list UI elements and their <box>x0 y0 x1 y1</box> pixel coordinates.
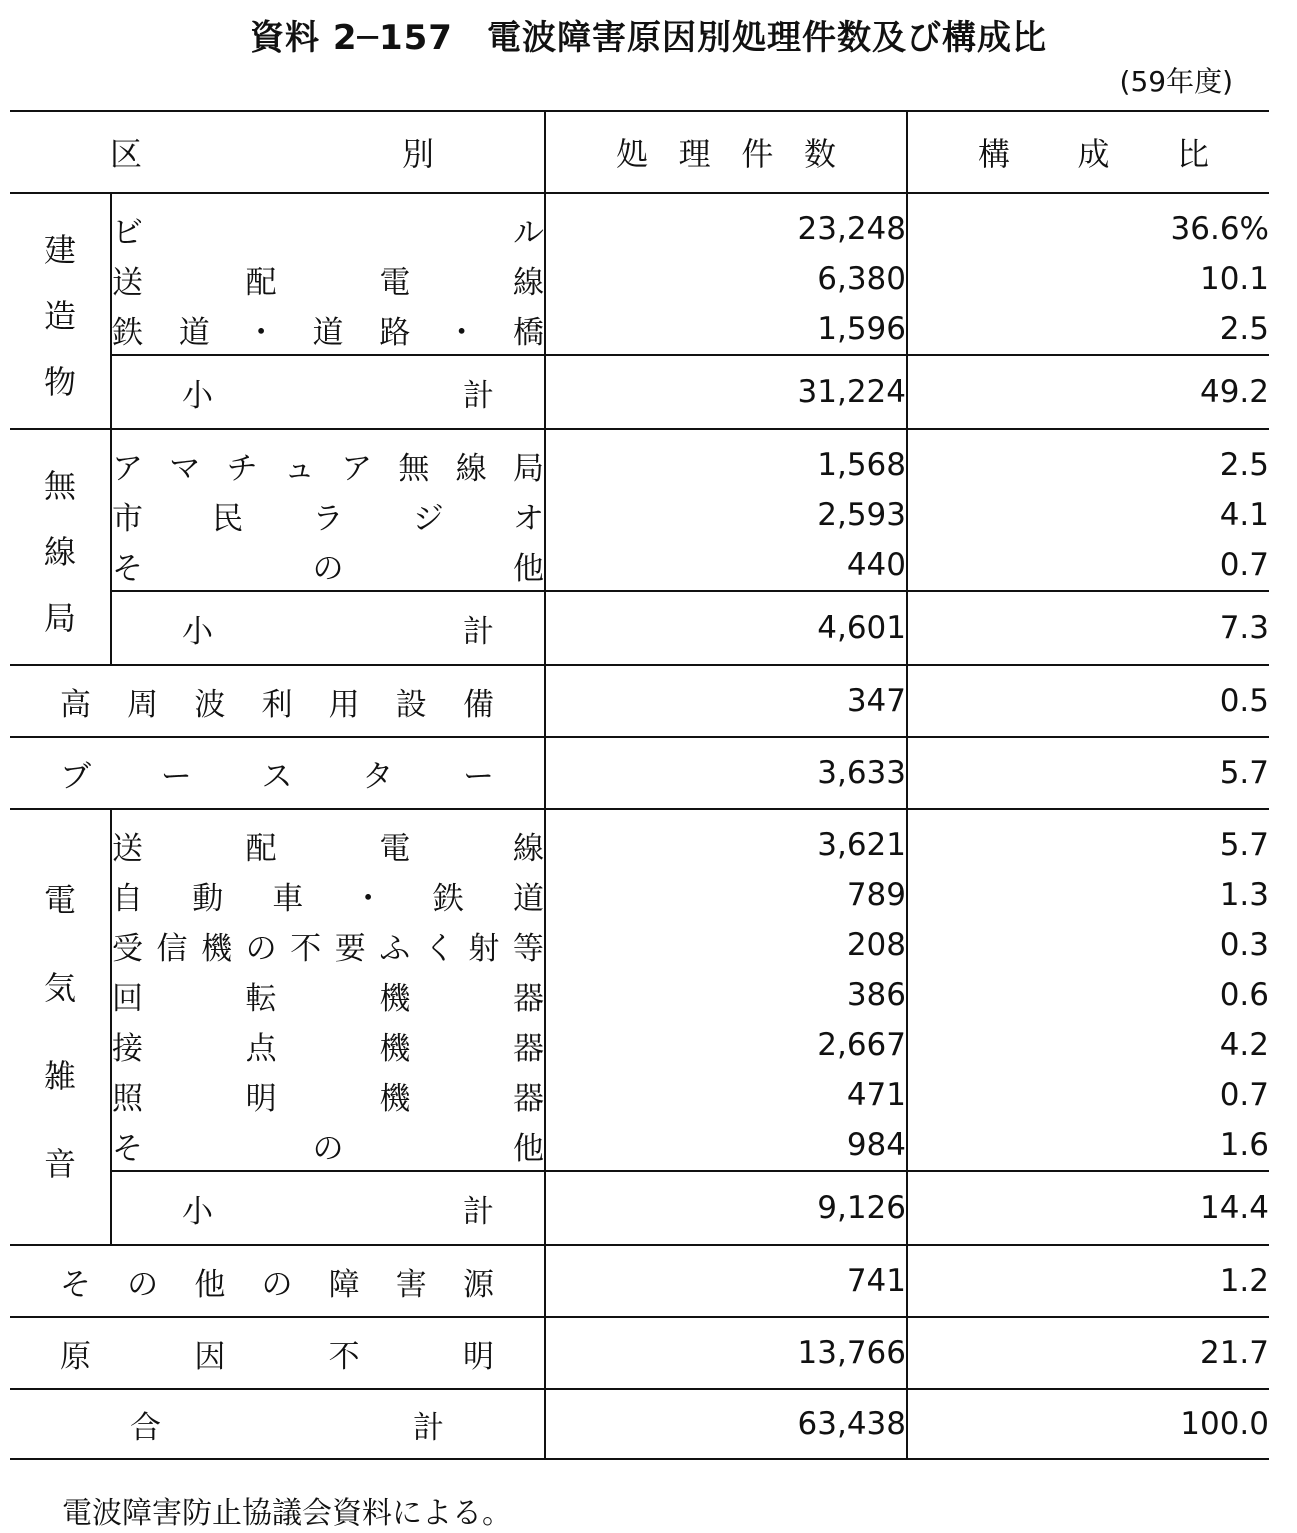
label-char: 設 <box>395 686 427 723</box>
table-row <box>10 193 1269 254</box>
row-ratio: 4.1 <box>907 490 1269 540</box>
label-char: 民 <box>212 500 244 537</box>
row-label <box>111 490 545 540</box>
row-label <box>10 1245 545 1317</box>
category-buildings <box>10 193 111 429</box>
label-char: ・ <box>446 314 478 351</box>
category-char: 気 <box>43 969 76 1007</box>
label-char: 線 <box>455 450 487 487</box>
interference-table <box>10 110 1269 1460</box>
fiscal-year-note: (59年度) <box>1119 65 1233 98</box>
row-label <box>111 1070 545 1120</box>
label-char: チ <box>226 450 258 487</box>
source-footnote: 電波障害防止協議会資料による。 <box>62 1496 512 1531</box>
label-char: 器 <box>512 1080 544 1117</box>
label-char: 機 <box>379 1030 411 1067</box>
row-label <box>111 809 545 870</box>
label-char: 機 <box>379 1080 411 1117</box>
label-char: 転 <box>245 980 277 1017</box>
subtotal-row <box>10 591 1269 665</box>
label-char: 備 <box>462 686 494 723</box>
row-label <box>111 870 545 920</box>
row-count: 208 <box>545 920 907 970</box>
row-label <box>10 1317 545 1389</box>
row-ratio: 0.7 <box>907 1070 1269 1120</box>
label-char: ル <box>513 214 544 251</box>
row-ratio: 10.1 <box>907 254 1269 304</box>
table-row <box>10 1120 1269 1171</box>
label-char: ・ <box>352 880 384 917</box>
row-ratio: 5.7 <box>907 737 1269 809</box>
row-count: 347 <box>545 665 907 737</box>
label-char: 信 <box>156 930 188 967</box>
total-count: 63,438 <box>545 1389 907 1459</box>
label-char: ー <box>160 758 192 795</box>
subtotal-count: 31,224 <box>545 355 907 429</box>
category-char: 線 <box>43 533 76 571</box>
label-char: 道 <box>512 880 544 917</box>
subtotal-ratio: 7.3 <box>907 591 1269 665</box>
label-char: 明 <box>462 1338 494 1375</box>
row-label <box>111 429 545 490</box>
label-char: 区 <box>110 135 143 173</box>
label-char: ビ <box>112 214 143 251</box>
label-char: 線 <box>512 264 544 301</box>
label-char: 路 <box>379 314 411 351</box>
label-char: 因 <box>194 1338 226 1375</box>
row-count: 386 <box>545 970 907 1020</box>
label-char: 配 <box>245 264 277 301</box>
label-char: 計 <box>413 1409 444 1446</box>
row-count: 2,593 <box>545 490 907 540</box>
row-ratio: 2.5 <box>907 429 1269 490</box>
table-heading: 電波障害原因別処理件数及び構成比 <box>486 18 1047 58</box>
label-char: 比 <box>1176 135 1209 173</box>
label-char: 器 <box>512 980 544 1017</box>
label-char: 他 <box>513 550 544 587</box>
label-char: の <box>127 1266 159 1303</box>
table-row <box>10 870 1269 920</box>
row-ratio: 0.6 <box>907 970 1269 1020</box>
category-char: 雑 <box>43 1057 76 1095</box>
label-char: 不 <box>328 1338 360 1375</box>
label-char: マ <box>169 450 201 487</box>
table-row <box>10 490 1269 540</box>
table-row <box>10 304 1269 355</box>
row-count: 6,380 <box>545 254 907 304</box>
subtotal-ratio: 14.4 <box>907 1171 1269 1245</box>
label-char: ブ <box>60 758 91 795</box>
subtotal-row <box>10 355 1269 429</box>
label-char: 波 <box>194 686 226 723</box>
table-row <box>10 970 1269 1020</box>
row-count: 741 <box>545 1245 907 1317</box>
row-ratio: 2.5 <box>907 304 1269 355</box>
label-char: 道 <box>178 314 210 351</box>
table-row <box>10 540 1269 591</box>
label-char: 局 <box>512 450 544 487</box>
category-char: 造 <box>43 297 76 335</box>
row-label <box>111 193 545 254</box>
label-char: の <box>245 930 277 967</box>
row-count: 984 <box>545 1120 907 1171</box>
label-char: 高 <box>60 686 91 723</box>
header-ratio <box>907 111 1269 193</box>
row-ratio: 4.2 <box>907 1020 1269 1070</box>
label-char: 源 <box>462 1266 494 1303</box>
header-category <box>10 111 545 193</box>
table-row <box>10 1245 1269 1317</box>
label-char: 他 <box>513 1130 544 1167</box>
label-char: 機 <box>201 930 233 967</box>
label-char: ュ <box>283 450 315 487</box>
label-char: 利 <box>261 686 293 723</box>
label-char: 計 <box>463 1193 494 1230</box>
label-char: 理 <box>678 135 711 173</box>
row-label <box>111 1120 545 1171</box>
label-char: 不 <box>290 930 322 967</box>
row-label <box>111 254 545 304</box>
label-char: 点 <box>245 1030 277 1067</box>
label-char: 動 <box>192 880 224 917</box>
category-char: 無 <box>43 467 76 505</box>
total-ratio: 100.0 <box>907 1389 1269 1459</box>
label-char: 成 <box>1077 135 1110 173</box>
subtotal-count: 9,126 <box>545 1171 907 1245</box>
subtotal-row <box>10 1171 1269 1245</box>
label-char: 小 <box>182 1193 213 1230</box>
category-char: 電 <box>43 881 76 919</box>
label-char: 件 <box>741 135 774 173</box>
subtotal-label <box>111 1171 545 1245</box>
row-ratio: 21.7 <box>907 1317 1269 1389</box>
row-ratio: 1.2 <box>907 1245 1269 1317</box>
label-char: ー <box>463 758 494 795</box>
label-char: そ <box>60 1266 91 1303</box>
label-char: ラ <box>312 500 344 537</box>
row-count: 3,633 <box>545 737 907 809</box>
label-char: そ <box>112 550 143 587</box>
label-char: 照 <box>112 1080 143 1117</box>
label-char: ・ <box>245 314 277 351</box>
label-char: 要 <box>334 930 366 967</box>
row-count: 1,596 <box>545 304 907 355</box>
table-row <box>10 920 1269 970</box>
subtotal-count: 4,601 <box>545 591 907 665</box>
label-char: 無 <box>398 450 430 487</box>
row-count: 13,766 <box>545 1317 907 1389</box>
label-char: 道 <box>312 314 344 351</box>
label-char: 鉄 <box>112 314 143 351</box>
table-title <box>0 10 1297 59</box>
row-count: 1,568 <box>545 429 907 490</box>
label-char: 小 <box>182 377 213 414</box>
label-char: そ <box>112 1130 143 1167</box>
row-count: 789 <box>545 870 907 920</box>
label-char: 器 <box>512 1030 544 1067</box>
category-char: 局 <box>43 599 76 637</box>
label-char: ア <box>341 450 373 487</box>
label-char: 受 <box>112 930 143 967</box>
row-count: 23,248 <box>545 193 907 254</box>
label-char: 小 <box>182 613 213 650</box>
row-ratio: 36.6% <box>907 193 1269 254</box>
row-label <box>111 970 545 1020</box>
label-char: 原 <box>60 1338 91 1375</box>
label-char: 周 <box>127 686 159 723</box>
row-ratio: 5.7 <box>907 809 1269 870</box>
label-char: 線 <box>512 830 544 867</box>
label-char: 電 <box>379 830 411 867</box>
total-label <box>10 1389 545 1459</box>
label-char: 自 <box>112 880 143 917</box>
label-char: 合 <box>130 1409 161 1446</box>
label-char: ス <box>261 758 293 795</box>
label-char: 電 <box>379 264 411 301</box>
row-ratio: 1.3 <box>907 870 1269 920</box>
label-char: 鉄 <box>432 880 464 917</box>
category-radio-stations <box>10 429 111 665</box>
label-char: の <box>312 1130 344 1167</box>
row-label <box>111 1020 545 1070</box>
label-char: 回 <box>112 980 143 1017</box>
table-number: 資料 2─157 <box>250 18 453 58</box>
row-ratio: 0.5 <box>907 665 1269 737</box>
label-char: 別 <box>401 135 434 173</box>
label-char: 市 <box>112 500 143 537</box>
row-label <box>111 540 545 591</box>
label-char: 車 <box>272 880 304 917</box>
label-char: オ <box>513 500 544 537</box>
row-ratio: 0.7 <box>907 540 1269 591</box>
row-ratio: 1.6 <box>907 1120 1269 1171</box>
table-row <box>10 737 1269 809</box>
label-char: 明 <box>245 1080 277 1117</box>
label-char: く <box>423 930 455 967</box>
header-row <box>10 111 1269 193</box>
label-char: 送 <box>112 830 143 867</box>
category-char: 物 <box>43 363 76 401</box>
label-char: 橋 <box>512 314 544 351</box>
subtotal-label <box>111 355 545 429</box>
subtotal-label <box>111 591 545 665</box>
label-char: 配 <box>245 830 277 867</box>
table-row <box>10 254 1269 304</box>
label-char: ジ <box>412 500 444 537</box>
label-char: 数 <box>803 135 836 173</box>
header-count <box>545 111 907 193</box>
table-row <box>10 665 1269 737</box>
label-char: の <box>261 1266 293 1303</box>
label-char: 処 <box>616 135 649 173</box>
table-row <box>10 429 1269 490</box>
table-row <box>10 1020 1269 1070</box>
label-char: 機 <box>379 980 411 1017</box>
table-row <box>10 809 1269 870</box>
label-char: 用 <box>328 686 360 723</box>
label-char: 害 <box>395 1266 427 1303</box>
total-row <box>10 1389 1269 1459</box>
row-label <box>111 304 545 355</box>
row-count: 471 <box>545 1070 907 1120</box>
category-char: 建 <box>43 231 76 269</box>
row-ratio: 0.3 <box>907 920 1269 970</box>
row-count: 440 <box>545 540 907 591</box>
label-char: ア <box>112 450 143 487</box>
label-char: の <box>312 550 344 587</box>
category-char: 音 <box>43 1145 76 1183</box>
label-char: タ <box>362 758 394 795</box>
row-label <box>111 920 545 970</box>
row-count: 2,667 <box>545 1020 907 1070</box>
row-label <box>10 665 545 737</box>
label-char: 等 <box>512 930 544 967</box>
label-char: 接 <box>112 1030 143 1067</box>
label-char: ふ <box>379 930 411 967</box>
label-char: 構 <box>978 135 1011 173</box>
label-char: 他 <box>194 1266 226 1303</box>
row-count: 3,621 <box>545 809 907 870</box>
subtotal-ratio: 49.2 <box>907 355 1269 429</box>
label-char: 計 <box>463 377 494 414</box>
label-char: 障 <box>328 1266 360 1303</box>
category-electrical-noise <box>10 809 111 1245</box>
table-row <box>10 1317 1269 1389</box>
row-label <box>10 737 545 809</box>
label-char: 射 <box>468 930 500 967</box>
table-row <box>10 1070 1269 1120</box>
label-char: 送 <box>112 264 143 301</box>
label-char: 計 <box>463 613 494 650</box>
